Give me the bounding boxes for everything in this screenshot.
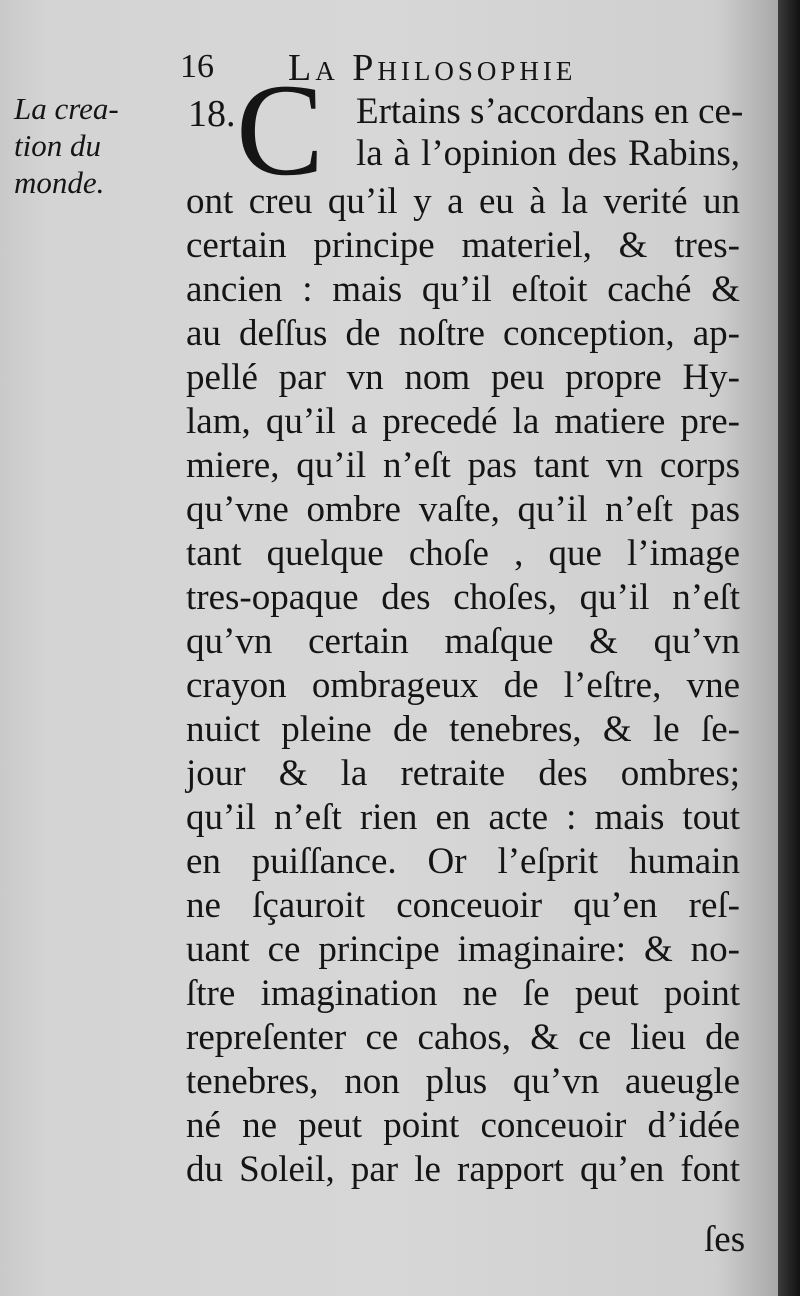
text-line: au deſſus de noſtre conception, ap- xyxy=(186,313,740,354)
marginal-note-line: monde. xyxy=(14,165,105,200)
text-line: jour & la retraite des ombres; xyxy=(186,753,740,794)
text-line: qu’il n’eſt rien en acte : mais tout xyxy=(186,797,740,838)
marginal-note-line: tion du xyxy=(14,128,101,163)
catchword: ſes xyxy=(704,1219,746,1260)
text-line: Ertains s’accordans en ce- xyxy=(356,91,744,132)
text-line: uant ce principe imaginaire: & no- xyxy=(186,929,740,970)
marginal-note xyxy=(14,90,159,201)
text-line: du Soleil, par le rapport qu’en font xyxy=(186,1149,740,1190)
text-line: en puiſſance. Or l’eſprit humain xyxy=(186,841,740,882)
text-line: qu’vn certain maſque & qu’vn xyxy=(186,621,740,662)
text-line: ſtre imagination ne ſe peut point xyxy=(186,973,740,1014)
text-line: nuict pleine de tenebres, & le ſe- xyxy=(186,709,740,750)
text-line: tant quelque choſe , que l’image xyxy=(186,533,740,574)
text-line: ne ſçauroit conceuoir qu’en reſ- xyxy=(186,885,740,926)
text-line: qu’vne ombre vaſte, qu’il n’eſt pas xyxy=(186,489,740,530)
text-line: pellé par vn nom peu propre Hy- xyxy=(186,357,740,398)
text-line: crayon ombrageux de l’eſtre, vne xyxy=(186,665,740,706)
text-line: certain principe materiel, & tres- xyxy=(186,225,740,266)
text-line: tres-opaque des choſes, qu’il n’eſt xyxy=(186,577,740,618)
page-number: 16 xyxy=(180,48,214,85)
marginal-note-line: La crea- xyxy=(14,91,119,126)
page-gutter xyxy=(778,0,800,1296)
text-line: lam, qu’il a precedé la matiere pre- xyxy=(186,401,740,442)
text-line: repreſenter ce cahos, & ce lieu de xyxy=(186,1017,740,1058)
text-line: né ne peut point conceuoir d’idée xyxy=(186,1105,740,1146)
text-line: la à l’opinion des Rabins, xyxy=(356,133,740,174)
text-line: ont creu qu’il y a eu à la verité un xyxy=(186,181,740,222)
drop-cap: C xyxy=(236,56,325,203)
text-line: ancien : mais qu’il eſtoit caché & xyxy=(186,269,740,310)
running-title: La Philosophie xyxy=(288,47,577,89)
section-number: 18. xyxy=(188,93,236,135)
text-line: miere, qu’il n’eſt pas tant vn corps xyxy=(186,445,740,486)
text-line: tenebres, non plus qu’vn aueugle xyxy=(186,1061,740,1102)
